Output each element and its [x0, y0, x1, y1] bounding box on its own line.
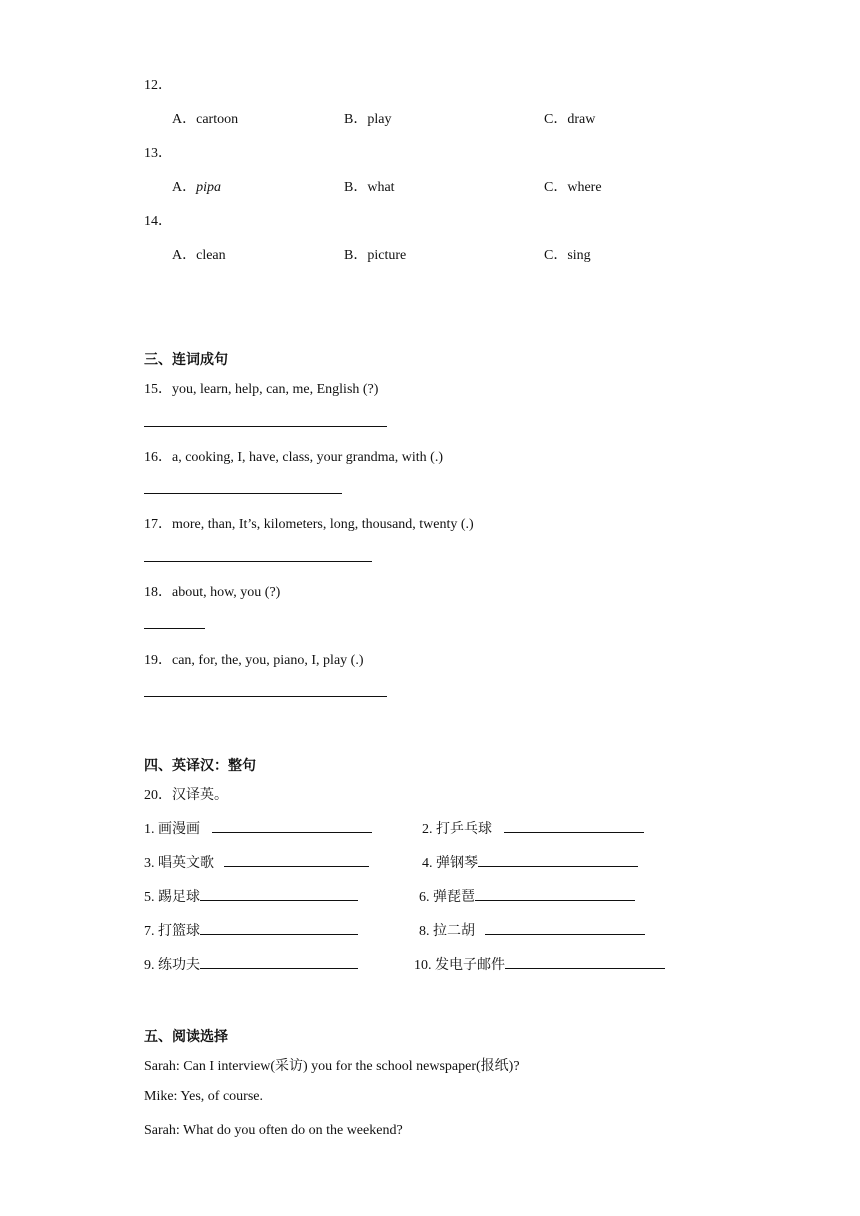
- option-a: A．cartoon: [172, 112, 239, 127]
- option-c: C．sing: [544, 248, 591, 263]
- translation-item: 5. 踢足球: [144, 886, 358, 906]
- answer-blank[interactable]: [224, 852, 369, 867]
- sentence-item: 15．you, learn, help, can, me, English (?): [144, 382, 379, 397]
- option-a: A．clean: [172, 248, 226, 263]
- dialogue-line: Sarah: Can I interview(采访) you for the school newspaper(报纸)?: [144, 1059, 520, 1074]
- answer-line[interactable]: [144, 628, 205, 629]
- answer-blank[interactable]: [212, 818, 372, 833]
- question-number: 12．: [144, 78, 172, 93]
- translation-item: 1. 画漫画: [144, 818, 372, 838]
- answer-line[interactable]: [144, 561, 372, 562]
- answer-blank[interactable]: [485, 920, 645, 935]
- answer-blank[interactable]: [505, 954, 665, 969]
- answer-blank[interactable]: [475, 886, 635, 901]
- answer-blank[interactable]: [200, 920, 358, 935]
- translation-item: 3. 唱英文歌: [144, 852, 369, 872]
- answer-line[interactable]: [144, 493, 342, 494]
- sentence-item: 16．a, cooking, I, have, class, your grandma, with (.): [144, 450, 443, 465]
- dialogue-line: Sarah: What do you often do on the weekend?: [144, 1123, 403, 1138]
- translation-item: 9. 练功夫: [144, 954, 358, 974]
- sentence-item: 18．about, how, you (?): [144, 585, 281, 600]
- question-prompt: 20．汉译英。: [144, 788, 228, 803]
- section-heading: 三、连词成句: [144, 352, 228, 368]
- question-number: 14．: [144, 214, 172, 229]
- option-a: A．pipa: [172, 180, 222, 195]
- answer-line[interactable]: [144, 696, 387, 697]
- question-number: 13．: [144, 146, 172, 161]
- option-c: C．where: [544, 180, 602, 195]
- sentence-item: 17．more, than, It’s, kilometers, long, thousand, twenty (.): [144, 517, 474, 532]
- translation-item: 10. 发电子邮件: [414, 954, 665, 974]
- option-b: B．picture: [344, 248, 407, 263]
- translation-item: 2. 打乒乓球: [422, 818, 644, 838]
- option-b: B．what: [344, 180, 395, 195]
- translation-item: 6. 弹琵琶: [419, 886, 635, 906]
- answer-blank[interactable]: [504, 818, 644, 833]
- answer-line[interactable]: [144, 426, 387, 427]
- translation-item: 7. 打篮球: [144, 920, 358, 940]
- section-heading: 五、阅读选择: [144, 1029, 228, 1045]
- translation-item: 4. 弹钢琴: [422, 852, 638, 872]
- answer-blank[interactable]: [200, 954, 358, 969]
- option-c: C．draw: [544, 112, 596, 127]
- dialogue-line: Mike: Yes, of course.: [144, 1089, 263, 1104]
- option-b: B．play: [344, 112, 392, 127]
- sentence-item: 19．can, for, the, you, piano, I, play (.): [144, 653, 364, 668]
- translation-item: 8. 拉二胡: [419, 920, 645, 940]
- answer-blank[interactable]: [200, 886, 358, 901]
- answer-blank[interactable]: [478, 852, 638, 867]
- section-heading: 四、英译汉：整句: [144, 758, 256, 774]
